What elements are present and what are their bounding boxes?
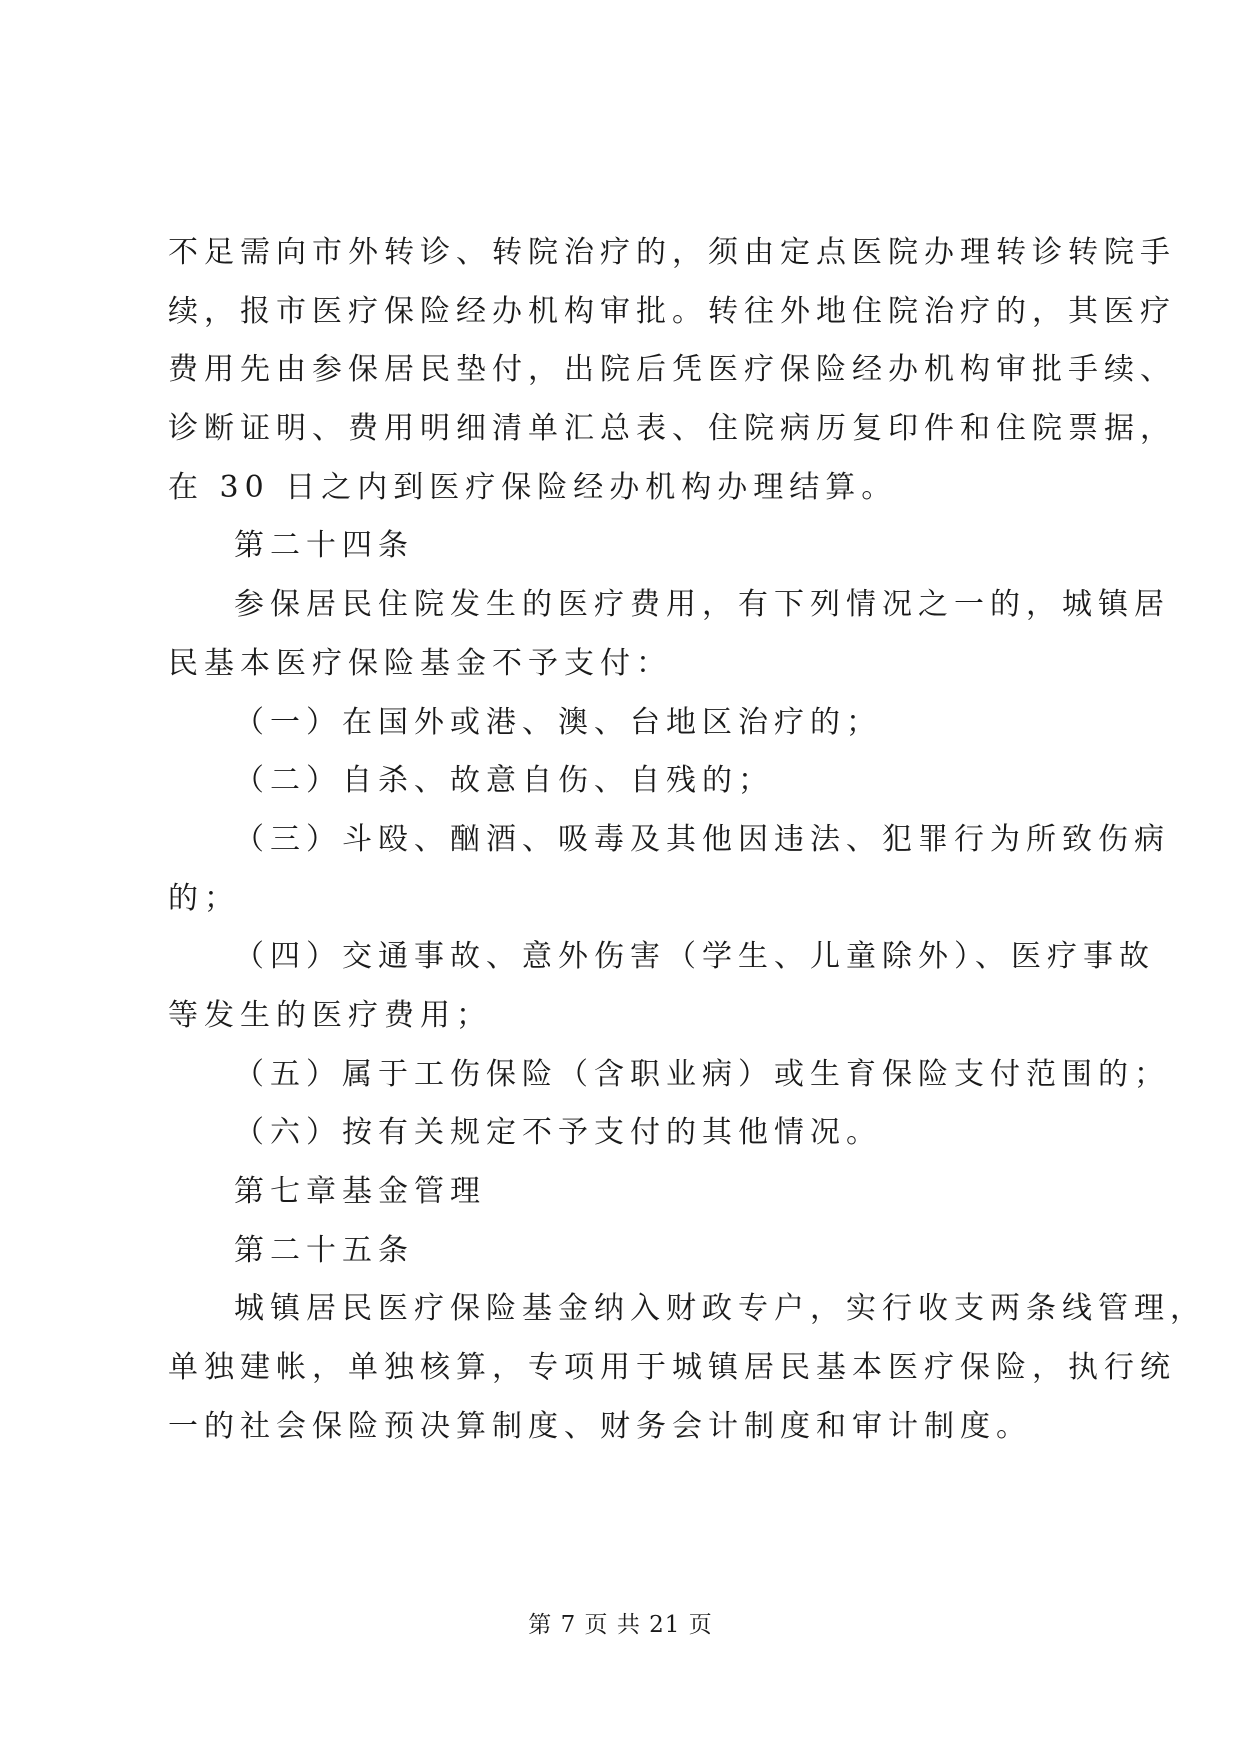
text-line: 不足需向市外转诊、转院治疗的，须由定点医院办理转诊转院手 — [168, 235, 1176, 270]
text-line: 城镇居民医疗保险基金纳入财政专户，实行收支两条线管理， — [234, 1291, 1206, 1327]
list-item: （二）自杀、故意自伤、自残的； — [234, 763, 774, 799]
text-line: 续，报市医疗保险经办机构审批。转往外地住院治疗的，其医疗 — [168, 293, 1176, 329]
text-line: 单独建帐，单独核算，专项用于城镇居民基本医疗保险，执行统 — [168, 1350, 1176, 1386]
list-item-continuation: 等发生的医疗费用； — [168, 997, 492, 1033]
document-body — [168, 224, 1206, 1456]
list-item: （四）交通事故、意外伤害（学生、儿童除外）、医疗事故 — [234, 939, 1155, 975]
text-line: 在 30 日之内到医疗保险经办机构办理结算。 — [168, 469, 898, 505]
list-item-continuation: 的； — [168, 880, 240, 916]
list-item: （六）按有关规定不予支付的其他情况。 — [234, 1115, 882, 1151]
text-line: 参保居民住院发生的医疗费用，有下列情况之一的，城镇居 — [234, 587, 1170, 623]
text-line: 诊断证明、费用明细清单汇总表、住院病历复印件和住院票据， — [168, 411, 1176, 447]
article-heading: 第二十五条 — [234, 1232, 414, 1268]
chapter-heading: 第七章基金管理 — [234, 1174, 486, 1209]
text-line: 费用先由参保居民垫付，出院后凭医疗保险经办机构审批手续、 — [168, 352, 1176, 388]
text-line: 一的社会保险预决算制度、财务会计制度和审计制度。 — [168, 1408, 1032, 1444]
list-item: （五）属于工伤保险（含职业病）或生育保险支付范围的； — [234, 1056, 1170, 1092]
text-line: 民基本医疗保险基金不予支付： — [168, 645, 672, 681]
list-item: （三）斗殴、酗酒、吸毒及其他因违法、犯罪行为所致伤病 — [234, 821, 1170, 857]
list-item: （一）在国外或港、澳、台地区治疗的； — [234, 704, 882, 740]
article-heading: 第二十四条 — [234, 528, 414, 564]
page-number-footer: 第 7 页 共 21 页 — [528, 1612, 713, 1638]
